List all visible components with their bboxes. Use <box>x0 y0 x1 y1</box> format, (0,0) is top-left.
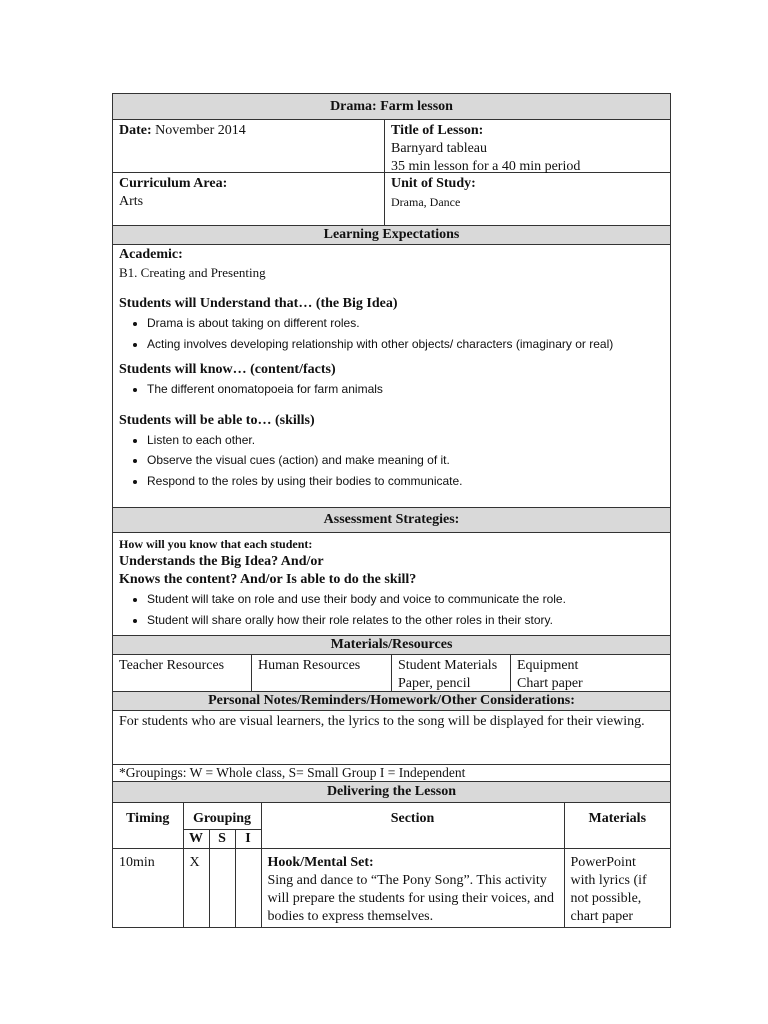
col-s: S <box>209 830 235 849</box>
groupings-legend: *Groupings: W = Whole class, S= Small Group I = Independent <box>113 765 670 782</box>
lesson-plan-form <box>112 93 671 928</box>
equipment-cell <box>511 655 670 691</box>
date-cell <box>113 120 385 172</box>
content-facts-heading: Students will know… (content/facts) <box>119 362 336 377</box>
delivering-header: Delivering the Lesson <box>113 782 670 803</box>
student-materials-cell <box>392 655 511 691</box>
assessment-line2: Knows the content? And/or Is able to do the skill? <box>119 572 417 587</box>
student-materials-value: Paper, pencil <box>398 676 471 691</box>
academic-value: B1. Creating and Presenting <box>119 265 266 280</box>
unit-label: Unit of Study: <box>391 176 476 191</box>
section-title: Hook/Mental Set: <box>267 855 374 870</box>
list-item: • Listen to each other. <box>147 432 664 449</box>
academic-label: Academic: <box>119 247 183 262</box>
content-facts-list <box>119 381 664 398</box>
grouping-s-cell <box>209 849 235 928</box>
section-cell <box>261 849 564 928</box>
learning-expectations-body <box>113 245 670 508</box>
notes-header: Personal Notes/Reminders/Homework/Other Considerations: <box>113 692 670 711</box>
big-idea-heading: Students will Understand that… (the Big Idea) <box>119 296 398 311</box>
col-section: Section <box>261 803 564 849</box>
unit-value: Drama, Dance <box>391 195 461 209</box>
list-item: • Student will take on role and use their body and voice to communicate the role. <box>147 591 664 608</box>
teacher-resources-label: Teacher Resources <box>119 658 225 673</box>
col-materials: Materials <box>564 803 670 849</box>
grouping-i-cell <box>235 849 261 928</box>
col-grouping: Grouping <box>183 803 261 830</box>
human-resources-cell <box>252 655 392 691</box>
delivering-table <box>113 803 670 928</box>
list-item: • Student will share orally how their role relates to the other roles in their story. <box>147 612 664 629</box>
curriculum-value: Arts <box>119 194 144 209</box>
assessment-header: Assessment Strategies: <box>113 508 670 533</box>
list-item: • Acting involves developing relationship with other objects/ characters (imaginary or real) <box>147 336 664 353</box>
assessment-list <box>119 591 664 629</box>
lesson-title-line2: 35 min lesson for a 40 min period <box>391 159 581 174</box>
section-text: Sing and dance to “The Pony Song”. This activity will prepare the students for using their voices, and bodies to express themselves. <box>267 873 555 924</box>
date-value: November 2014 <box>155 123 246 138</box>
curriculum-label: Curriculum Area: <box>119 176 228 191</box>
lesson-title-label: Title of Lesson: <box>391 123 484 138</box>
materials-row <box>113 655 670 692</box>
skills-list <box>119 432 664 490</box>
date-title-row <box>113 120 670 173</box>
student-materials-label: Student Materials <box>398 658 498 673</box>
equipment-value: Chart paper <box>517 676 583 691</box>
list-item: • Observe the visual cues (action) and make meaning of it. <box>147 452 664 469</box>
teacher-resources-cell <box>113 655 252 691</box>
materials-cell: PowerPoint with lyrics (if not possible, chart paper <box>564 849 670 928</box>
assessment-line1: Understands the Big Idea? And/or <box>119 554 324 569</box>
lesson-title-cell <box>385 120 670 172</box>
assessment-intro: How will you know that each student: <box>119 537 313 551</box>
col-timing: Timing <box>113 803 183 849</box>
list-item: • The different onomatopoeia for farm animals <box>147 381 664 398</box>
list-item: • Respond to the roles by using their bodies to communicate. <box>147 473 664 490</box>
notes-text: For students who are visual learners, the lyrics to the song will be displayed for their viewing. <box>119 714 645 729</box>
timing-cell: 10min <box>113 849 183 928</box>
table-row <box>113 849 670 928</box>
big-idea-list <box>119 315 664 353</box>
curriculum-unit-row <box>113 173 670 226</box>
col-i: I <box>235 830 261 849</box>
human-resources-label: Human Resources <box>258 658 361 673</box>
table-header-row <box>113 803 670 830</box>
materials-header: Materials/Resources <box>113 636 670 655</box>
lesson-title: Drama: Farm lesson <box>113 94 670 120</box>
lesson-title-line1: Barnyard tableau <box>391 141 488 156</box>
notes-body <box>113 711 670 765</box>
curriculum-cell <box>113 173 385 225</box>
learning-expectations-header: Learning Expectations <box>113 226 670 245</box>
unit-cell <box>385 173 670 225</box>
list-item: • Drama is about taking on different roles. <box>147 315 664 332</box>
equipment-label: Equipment <box>517 658 579 673</box>
date-label: Date: <box>119 123 152 138</box>
grouping-w-cell: X <box>183 849 209 928</box>
col-w: W <box>183 830 209 849</box>
skills-heading: Students will be able to… (skills) <box>119 412 315 428</box>
assessment-body <box>113 533 670 636</box>
